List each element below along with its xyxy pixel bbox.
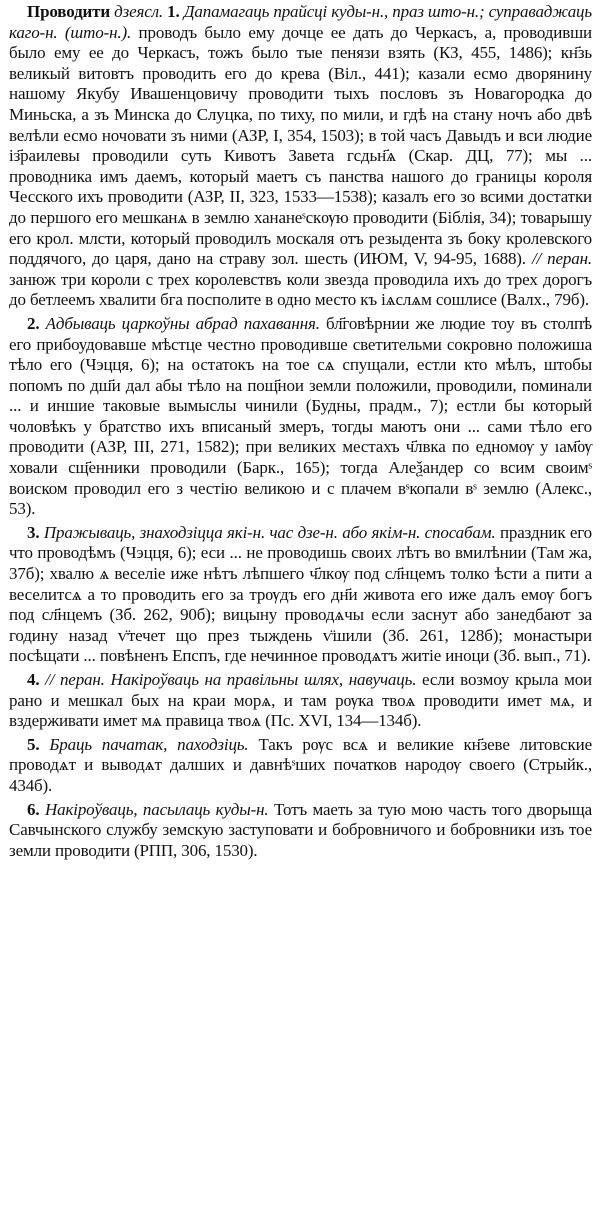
sense-definition: Пражываць, знаходзіцца які-н. час дзе-н. або якім-н. спосабам. — [43, 522, 496, 542]
sense-number: 1. — [167, 2, 180, 21]
headword: Проводити — [27, 2, 111, 21]
sense-number: 2. — [27, 313, 40, 333]
sense-number: 5. — [27, 734, 40, 754]
sense-definition: Накіроўваць, пасылаць куды-н. — [44, 799, 269, 819]
figurative-citation: занюж три короли с трех королевствъ коли звезда проводила ихъ до трех дорогъ до бетлеемъ хвалити бга посполите в одно место къ іѧслѧм сошлисе (Валх., 79б). — [9, 269, 592, 310]
sense-5 — [9, 735, 592, 797]
sense-citations: если возмоу крыла мои рано и мешкал бых на краи морѧ, и там рѹка твоѧ проводити имет мѧ, и вздерживати имет мѧ правица твоѧ (Пс. XVI, 134—134б). — [9, 670, 592, 731]
sense-citations: праздник его что проводѣмъ (Чэцця, 6); еси ... не проводишь своих лѣтъ во вмилѣнии (Там жа, 37б); хвалю ѧ веселіе иже нѣтъ лѣпшего ч҃лкѹ под сл҃нцемъ толко ѣсти а пити а веселитсѧ а то проводить его за трѹдъ его дн҃и живота его иже далъ емѹ богъ под сл҃нцемъ (Зб. 262, 90б); вицыну проводѧчы если заснут або занедбают за годину назад ѵ̈течет що през тыждень ѵ̈шили (Зб. 261, 128б); монастыри посѣщати ... повѣненъ Епспъ, где нечинное проводѧтъ житіе иноци (Зб. вып., 71). — [9, 522, 592, 666]
sense-definition: Дапамагаць прайсці куды-н., праз што-н.; суправаджаць каго-н. (што-н.). — [9, 2, 592, 42]
sense-6 — [9, 800, 592, 862]
sense-number: 3. — [27, 522, 40, 542]
sense-number: 6. — [27, 799, 40, 819]
part-of-speech: дзеясл. — [114, 2, 163, 21]
figurative-marker: // перан. — [525, 249, 592, 269]
sense-citations: проводъ было ему дочце ее дать до Черкасъ, а, проводивши было ему ее до Черкасъ, тожъ было тые пенязи взять (КЗ, 455, 1486); кн҃зь великый витовтъ проводить его до крева (Віл., 441); казали есмо дворянину нашому Якубу Ивашенцовичу проводити тыхъ пословъ зъ Новагородка до Миньска, а зъ Минска до Слуцка, по тиху, по мили, и гдѣ на стану ночъ або двѣ велѣли есмо ночовати зъ ними (АЗР, I, 354, 1503); в той часъ Давыдъ и вси людие із҃раилевы проводили суть Кивотъ Завета гсдьн҃ѧ (Скар. ДЦ, 77); мы ... проводника имъ даемъ, который маетъ съ панства нашого до границы короля Чесского ихъ проводити (АЗР, II, 323, 1533—1538); казалъ его зо всими достатки до першого его мешканѧ в землю хананеˢскѹю проводити (Біблія, 34); товарышу его крол. млсти, который проводилъ москаля отъ резыдента зъ боку кролевского поддячого, до царя, дано на страву зол. шесть (ИЮМ, V, 94-95, 1688). — [9, 22, 592, 269]
sense-definition: Накіроўваць на правільны шлях, навучаць. — [104, 670, 417, 689]
sense-definition: Адбываць царкоўны абрад пахавання. — [45, 313, 320, 333]
sense-citations: бл҃говѣрнии же людие тоу въ столпѣ его прибоудовавше мѣстце честно проводивше светительми сокровно положиша тѣло его (Чэцця, 6); на остатокъ на тое сѧ спущали, естли кто мѣлъ, штобы попомъ по дш҃и дал абы тѣло на пощ҃нои земли положили, проводили, поминали ... и иншие таковые вымыслы чинили (Будны, прадм., 7); естли бы который чоловѣкъ у братство ихъ вписаный змеръ, тогды маютъ они ... сами тѣло его проводити (АЗР, III, 271, 1582); при великих местахъ ч҃лвка по едномѹ у ıам҃ѹ ховали сщ҃енники проводили (Барк., 165); тогда Алеѯандер со всим своимˢ воиском проводил его з честію великою и с плачем вˢкопали вˢ землю (Алекс., 53). — [9, 313, 592, 519]
sense-citations: Такъ рѹс всѧ и великие кн҃зеве литовские проводѧт и выводѧт далших и давнѣˢших початков народѹ своего (Стрыйк., 434б). — [9, 734, 592, 795]
sense-number: 4. — [27, 670, 40, 689]
sense-2 — [9, 314, 592, 520]
figurative-marker: // перан. — [39, 670, 105, 689]
sense-3 — [9, 523, 592, 667]
sense-4 — [9, 670, 592, 732]
sense-1 — [9, 2, 592, 311]
sense-citations: Тотъ маеть за тую мою часть того дворыща Савчынского службу земскую заступовати и бобровничого и бобровники изъ тое земли проводити (РПП, 306, 1530). — [9, 799, 592, 860]
sense-definition: Браць пачатак, паходзіць. — [49, 734, 249, 754]
